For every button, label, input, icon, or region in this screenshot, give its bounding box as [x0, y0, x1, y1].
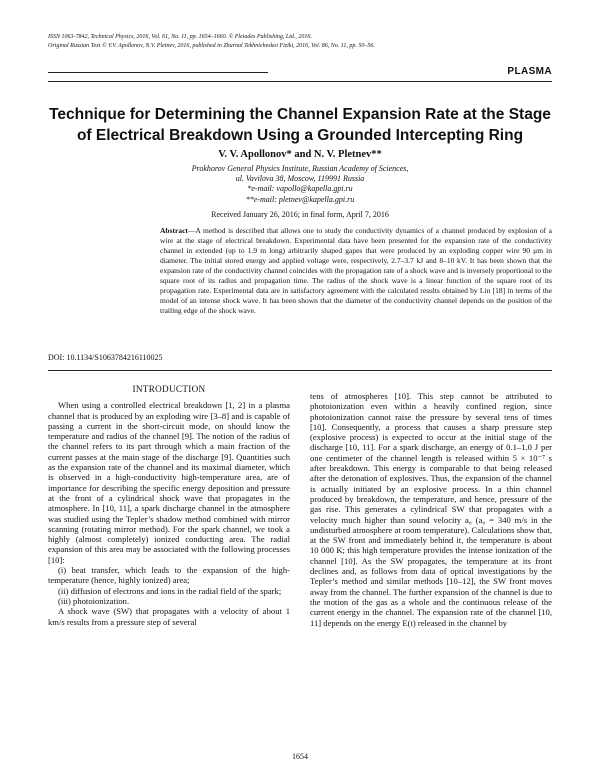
- abstract-label: Abstract: [160, 226, 188, 235]
- introduction-heading: INTRODUCTION: [132, 384, 206, 394]
- journal-header-line-2: Original Russian Text © V.V. Apollonov, N.V. Pletnev, 2016, published in Zhurnal Tekhnicheskoi Fiziki, 2016, Vol. 86, No. 11, pp. 50–56.: [48, 43, 375, 49]
- doi-rule: [48, 370, 552, 371]
- section-label: PLASMA: [507, 66, 552, 77]
- doi[interactable]: DOI: 10.1134/S1063784216110025: [48, 353, 163, 362]
- section-rule-bottom: [48, 81, 552, 82]
- right-column: [310, 391, 552, 628]
- section-rule-left: [48, 72, 268, 73]
- affiliation-line-1: Prokhorov General Physics Institute, Russian Academy of Sciences,: [191, 164, 409, 173]
- left-paragraph-5: A shock wave (SW) that propagates with a velocity of about 1 km/s results from a pressure step of several: [48, 606, 290, 627]
- left-paragraph-4: (iii) photoionization.: [58, 595, 130, 606]
- journal-header-line-1: ISSN 1063-7842, Technical Physics, 2016, Vol. 61, No. 11, pp. 1654–1660. © Pleiades Publishing, Ltd., 2016.: [48, 34, 312, 40]
- abstract-text: —A method is described that allows one to study the conductivity dynamics of a channel produced by explosion of a wire at the stage of electrical breakdown. Experimental data have been presented for the expansion rate of the conductivity channel in extended (up to 1.9 m long) arbitrarily shaped gapes that were produced by an exploding copper wire 90 μm in diameter. The initial stored energy and applied voltage were, respectively, 2.7–3.7 kJ and 8–10 kV. It has been shown that the expansion rate of the conductivity channel coincides with the propagation rate of a shock wave and is inversely proportional to the square root of its radius and propagation time. The radius of the shock wave is a linear function of the square root of its propagation rate. Experimental data are in satisfactory agreement with the calculated results obtained by Lin [18] in terms of the model of an intense shock wave. It has been shown that the diameter of the conductivity channel depends on the position of the trailing edge of the shock wave.: [160, 226, 552, 315]
- left-paragraph-3: (ii) diffusion of electrons and ions in the radial field of the spark;: [58, 585, 282, 596]
- abstract: [160, 226, 552, 316]
- right-paragraph-1: tens of atmospheres [10]. This step cannot be attributed to photoionization even within a heavily confined region, since photoionization cannot raise the pressure by several tens of times [10]. Consequently, a process that causes a sharp pressure step (explosive process) is expected to occur at the initial stage of the discharge [10, 11]. For a spark discharge, an energy of 0.1–1.0 J per one centimeter of the channel length is released within 5 × 10⁻⁷ s after breakdown. This energy is comparable to that being released after the detonation of explosives. Thus, the expansion of the channel is actually initiated by an explosive process. In a thin channel produced by breakdown, the temperature, and hence, pressure of the gas rise. This generates a cylindrical SW that propagates with a velocity much higher than sound velocity a₀ (a₀ = 340 m/s in the undisturbed atmosphere at room temperature). Calculations show that, at the SW front and immediately behind it, the temperature is about 10 000 K; this high temperature provides the intense ionization of the channel [10]. As the SW propagates, the temperature at its front declines and, as follows from data of optical investigations by the Tepler’s method and similar methods [10–12], the SW front moves away from the channel. The further expansion of the channel is due to the motion of the gas as a whole and the continuous release of the current energy in the channel. The expansion rate of the channel [10, 11] depends on the energy E(t) released in the channel by: [310, 391, 552, 628]
- email-1[interactable]: *e-mail: vapollo@kapella.gpi.ru: [247, 184, 353, 193]
- email-2[interactable]: **e-mail: pletnev@kapella.gpi.ru: [245, 195, 355, 204]
- left-paragraph-1: When using a controlled electrical breakdown [1, 2] in a plasma channel that is produced by an exploding wire [3–8] and is capable of passing a current in the short-circuit mode, on should know the temperature and radius of the channel [9]. The notion of the radius of the channel refers to its part through which a main fraction of the current passes at the main stage of the discharge [9]. Quantities such as the expansion rate of the channel and its maximal diameter, which is observed in a high-conductivity high-temperature area, are of importance for describing the specific energy deposition and pressure at the front of a cylindrical shock wave that propagates in the atmosphere. In [10, 11], a spark discharge channel in the atmosphere was studied using the Tepler’s shadow method combined with mirror scanning (rotating mirror method). For the spark channel, we took a highly (almost completely) ionized conducting area. The radial expansion of this area may be associated with the following processes [10]:: [48, 400, 290, 565]
- authors: V. V. Apollonov* and N. V. Pletnev**: [218, 149, 382, 160]
- received-dates: Received January 26, 2016; in final form, April 7, 2016: [211, 210, 389, 219]
- left-paragraph-2: (i) heat transfer, which leads to the expansion of the high-temperature (hence, highly ionized) area;: [48, 565, 290, 586]
- affiliation-line-2: ul. Vavilova 38, Moscow, 119991 Russia: [235, 174, 365, 183]
- left-column: [48, 384, 290, 627]
- page-number: 1654: [292, 752, 308, 761]
- paper-title: Technique for Determining the Channel Expansion Rate at the Stage of Electrical Breakdown Using a Grounded Intercepting Ring: [49, 106, 551, 144]
